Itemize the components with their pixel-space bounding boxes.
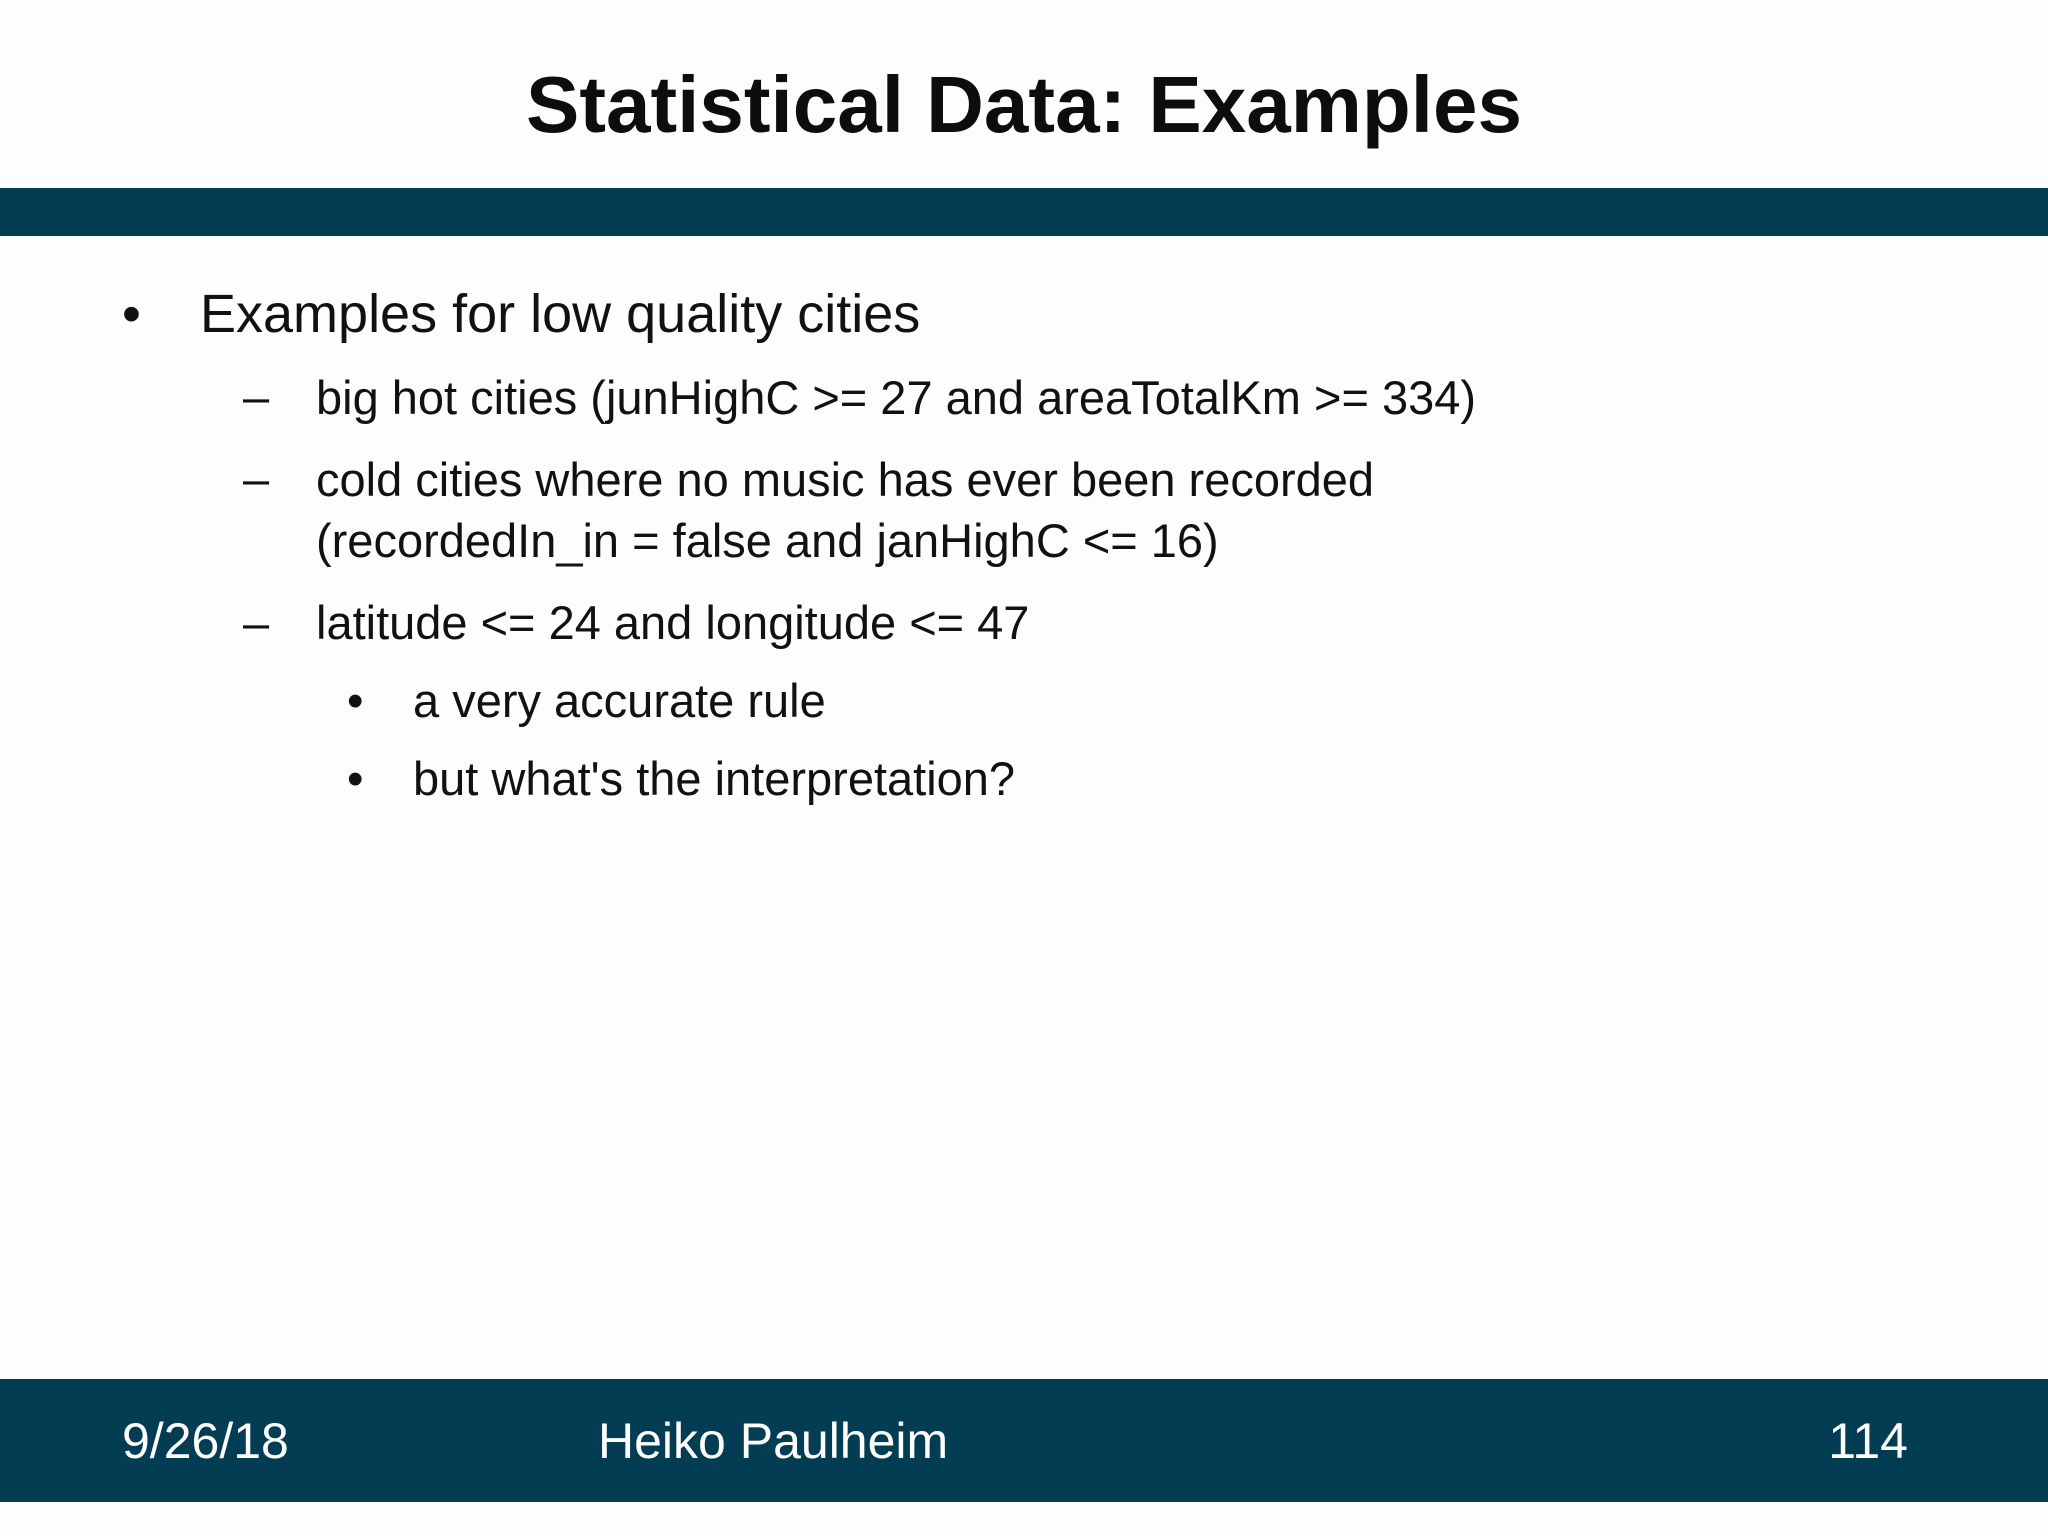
bullet-marker: •: [122, 284, 141, 344]
sub-bullet-text-continuation: (recordedIn_in = false and janHighC <= 16): [316, 514, 1219, 567]
sub-bullet-text: big hot cities (junHighC >= 27 and areaTotalKm >= 334): [316, 371, 1477, 424]
bullet-text: Examples for low quality cities: [200, 284, 921, 344]
sub-sub-bullet-marker: •: [347, 752, 364, 805]
sub-bullet-text: latitude <= 24 and longitude <= 47: [316, 596, 1030, 649]
header-band: [0, 188, 2048, 236]
footer-author: Heiko Paulheim: [598, 1413, 949, 1469]
sub-sub-bullet-text: a very accurate rule: [413, 674, 826, 727]
slide-title: Statistical Data: Examples: [526, 60, 1522, 149]
sub-sub-bullet-marker: •: [347, 674, 364, 727]
sub-bullet-marker: –: [243, 370, 270, 423]
sub-bullet-marker: –: [243, 596, 270, 649]
sub-bullet-text: cold cities where no music has ever been recorded: [316, 453, 1375, 506]
page-number: 114: [1828, 1413, 1908, 1469]
sub-bullet-marker: –: [243, 452, 270, 505]
sub-sub-bullet-text: but what's the interpretation?: [413, 752, 1016, 805]
footer-date: 9/26/18: [122, 1413, 289, 1469]
footer-band: [0, 1379, 2048, 1502]
